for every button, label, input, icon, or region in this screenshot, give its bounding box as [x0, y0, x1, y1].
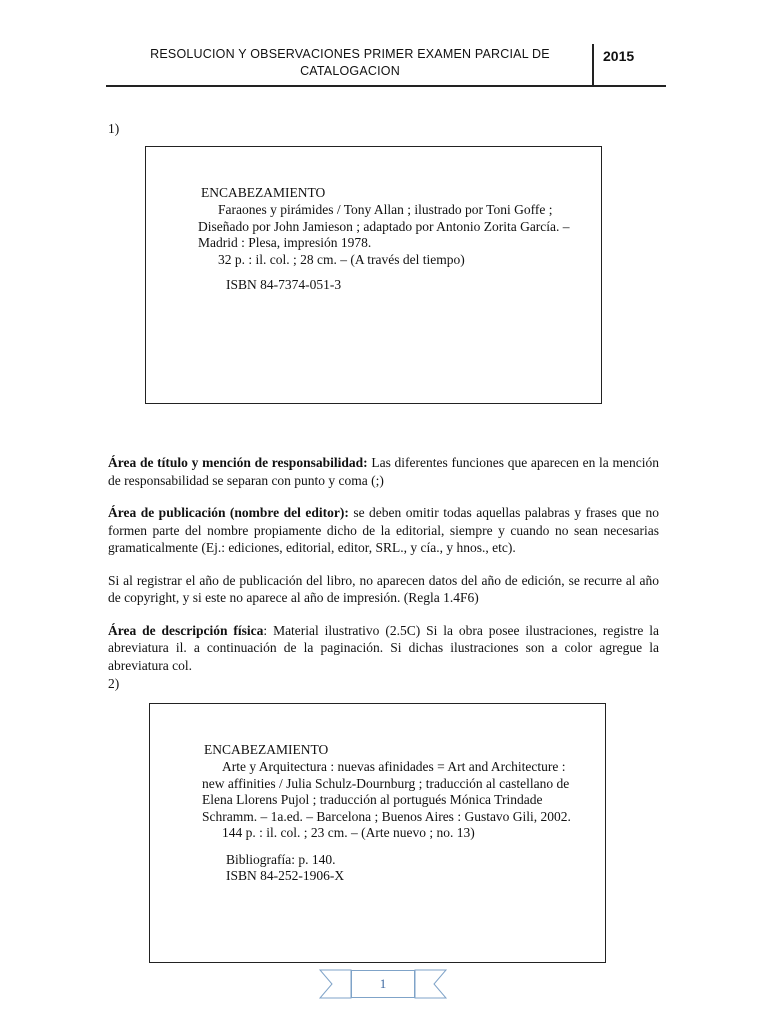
question-2-number: 2)	[108, 676, 120, 691]
record-2-description	[202, 759, 571, 842]
header-title	[120, 46, 580, 80]
record-1-line-4: 32 p. : il. col. ; 28 cm. – (A través del tiempo)	[218, 251, 465, 267]
header-title-line1: RESOLUCION Y OBSERVACIONES PRIMER EXAMEN PARCIAL DE	[150, 47, 550, 61]
explanation-publication-year	[108, 572, 659, 607]
header-title-line2: CATALOGACION	[300, 64, 400, 78]
explanation-label: Área de publicación (nombre del editor):	[108, 505, 349, 520]
question-1-number: 1)	[108, 121, 120, 136]
explanation-text: Las diferentes funciones que aparecen en la mención de responsabilidad se separan con punto y coma (;)	[108, 455, 659, 488]
record-2-line-2: new affinities / Julia Schulz-Dournburg ; traducción al castellano de	[202, 775, 570, 791]
record-1-line-1: Faraones y pirámides / Tony Allan ; ilustrado por Toni Goffe ;	[218, 202, 553, 217]
record-2-line-4: Schramm. – 1a.ed. – Barcelona ; Buenos Aires : Gustavo Gili, 2002.	[202, 808, 571, 824]
page-number: 1	[351, 970, 415, 998]
record-2-line-1: Arte y Arquitectura : nuevas afinidades = Art and Architecture :	[222, 759, 566, 774]
record-1-line-3: Madrid : Plesa, impresión 1978.	[198, 235, 372, 250]
record-1-description	[198, 202, 570, 268]
catalog-record-1	[145, 146, 602, 404]
header-divider-horizontal	[106, 85, 666, 87]
record-2-line-5: 144 p. : il. col. ; 23 cm. – (Arte nuevo ; no. 13)	[222, 825, 475, 840]
explanation-label: Área de descripción física	[108, 622, 264, 638]
explanations	[108, 454, 659, 689]
record-2-line-3: Elena Llorens Pujol ; traducción al portugués Mónica Trindade	[202, 792, 543, 807]
record-1-line-2: Diseñado por John Jamieson ; adaptado por Antonio Zorita García. –	[198, 218, 570, 234]
record-2-heading: ENCABEZAMIENTO	[204, 742, 329, 757]
header-year: 2015	[603, 48, 635, 64]
explanation-publication-area	[108, 504, 659, 557]
record-2-isbn: ISBN 84-252-1906-X	[226, 868, 345, 883]
record-1-isbn: ISBN 84-7374-051-3	[226, 277, 342, 292]
catalog-record-2	[149, 703, 606, 963]
explanation-text: : Material ilustrativo (2.5C) Si la obra posee ilustraciones, registre la abreviatura il. a continuación de la paginación. Si dichas ilustraciones son a color agregue la abreviatura col.	[108, 622, 660, 673]
explanation-label: Área de título y mención de responsabilidad:	[108, 455, 368, 470]
explanation-text: se deben omitir todas aquellas palabras y frases que no formen parte del nombre propiamente dicho de la editorial, siempre y cuando no sean necesarias gramaticalmente (Ej.: ediciones, editorial, editor, SRL., y cía., y hnos., etc).	[108, 505, 659, 555]
page-header	[0, 0, 768, 90]
explanation-title-area	[108, 454, 659, 489]
explanation-text: Si al registrar el año de publicación del libro, no aparecen datos del año de edición, se recurre al año de copyright, y si este no aparece al año de impresión. (Regla 1.4F6)	[108, 572, 659, 605]
record-2-bibliography: Bibliografía: p. 140.	[226, 852, 336, 867]
header-divider-vertical	[592, 44, 594, 86]
explanation-physical-area	[108, 622, 659, 675]
record-1-heading: ENCABEZAMIENTO	[201, 185, 326, 200]
